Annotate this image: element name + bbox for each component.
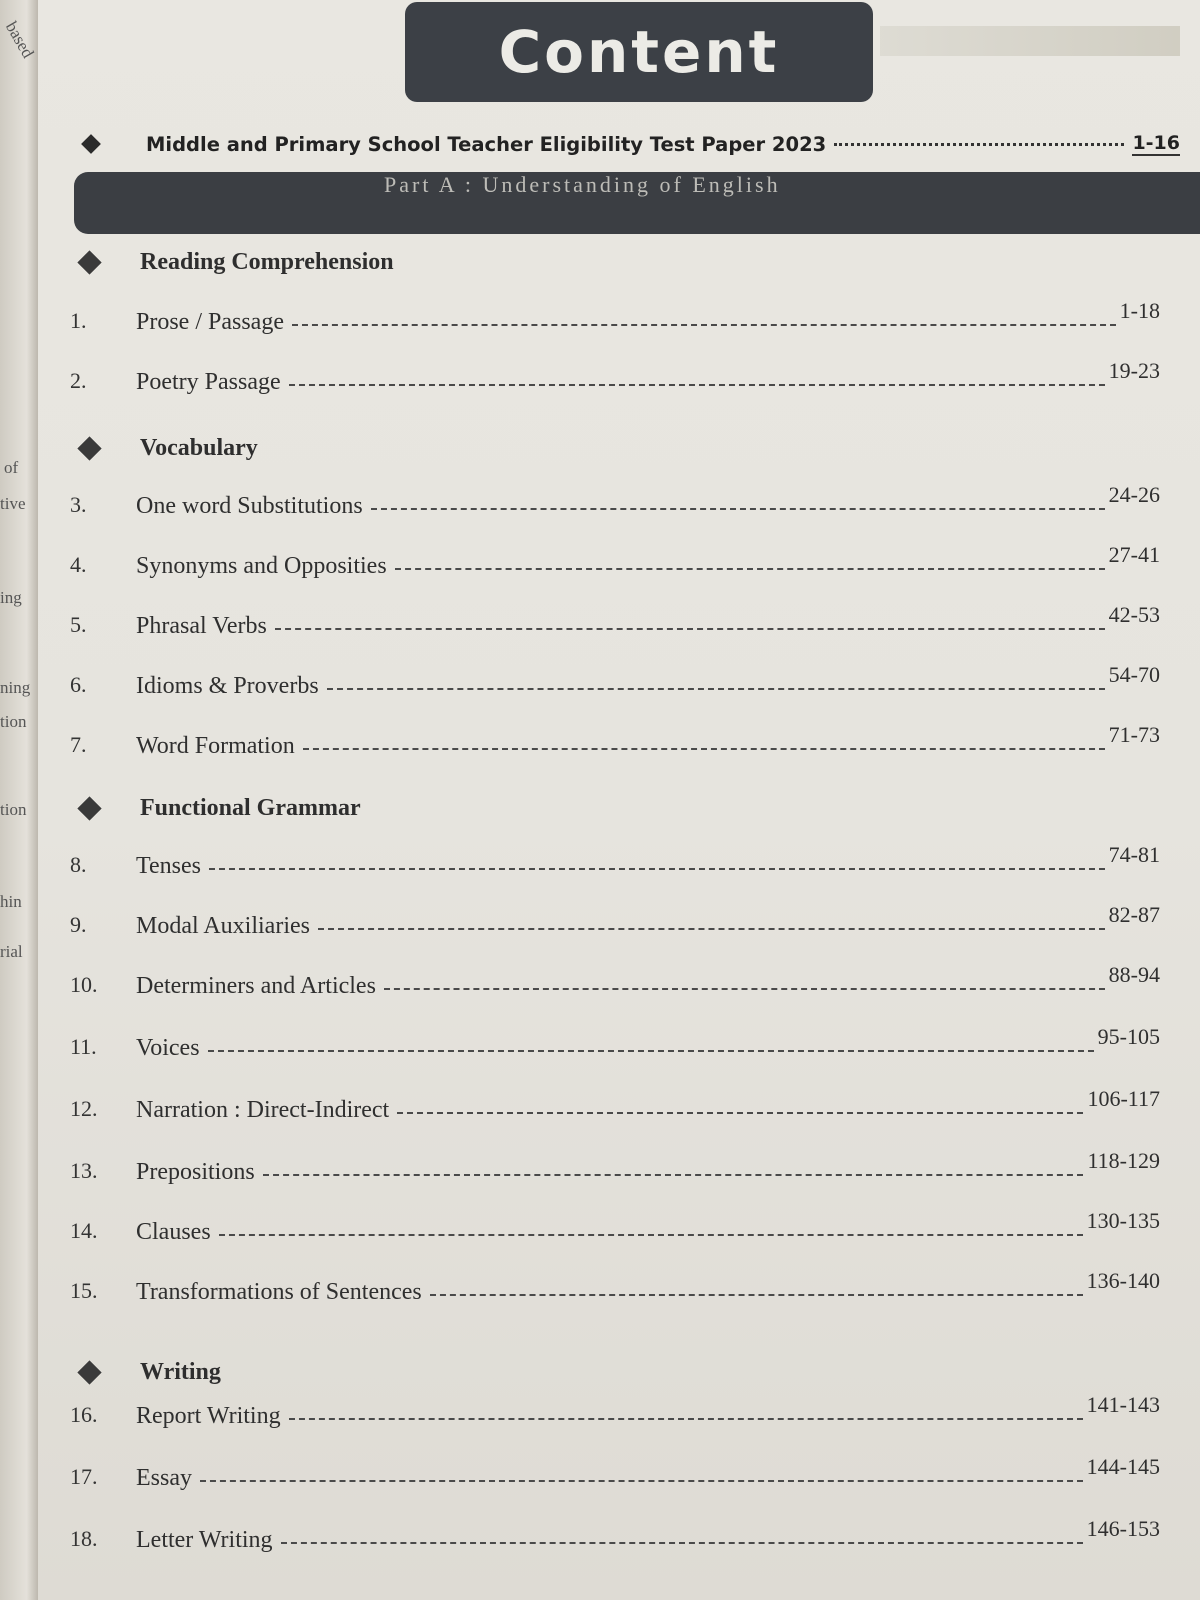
toc-pages: 88-94 [1108,962,1160,987]
leader-dashes [200,1480,1083,1482]
toc-row [70,842,1160,882]
toc-row [70,1392,1160,1432]
toc-row [70,1454,1160,1494]
section-title: Reading Comprehension [140,248,394,275]
leader-dashes [289,384,1105,386]
toc-pages: 27-41 [1108,542,1160,567]
toc-number: 13. [70,1158,98,1183]
toc-label: Synonyms and Opposities [136,553,387,579]
leader-dashes [289,1418,1083,1420]
spine-fragment: hin [0,892,22,911]
toc-number: 4. [70,552,87,577]
toc-row [70,902,1160,942]
section-title: Vocabulary [140,434,258,461]
page-title: Content [498,18,780,86]
toc-number: 6. [70,672,87,697]
content-title-box [405,2,873,102]
spine-fragment: ing [0,588,22,607]
toc-pages: 130-135 [1086,1208,1160,1233]
leader-dashes [303,748,1105,750]
paper-entry-pages: 1-16 [1132,132,1180,154]
toc-row [70,1086,1160,1126]
toc-pages: 95-105 [1097,1024,1160,1049]
toc-row [70,962,1160,1002]
toc-pages: 118-129 [1087,1148,1160,1173]
toc-number: 8. [70,852,87,877]
spine-fragment: tion [0,800,27,819]
toc-pages: 141-143 [1086,1392,1160,1417]
toc-label: Modal Auxiliaries [136,913,310,939]
leader-dashes [275,628,1105,630]
toc-label: Determiners and Articles [136,973,376,999]
section-heading [74,244,394,280]
toc-number: 14. [70,1218,98,1243]
toc-label: Poetry Passage [136,369,281,395]
toc-number: 16. [70,1402,98,1427]
leader-dashes [397,1112,1083,1114]
leader-dashes [371,508,1105,510]
toc-pages: 1-18 [1119,298,1160,323]
leader-dashes [384,988,1105,990]
toc-number: 10. [70,972,98,997]
toc-label: Tenses [136,853,201,879]
spine-fragment: tive [0,494,26,513]
part-banner [74,172,1200,234]
toc-row [70,1024,1160,1064]
toc-pages: 74-81 [1108,842,1160,867]
toc-pages: 42-53 [1108,602,1160,627]
toc-number: 2. [70,368,87,393]
toc-row [70,1516,1160,1556]
toc-row [70,358,1160,398]
toc-pages: 82-87 [1108,902,1160,927]
diamond-bullet-icon [77,250,101,274]
spine-fragment: based [1,18,38,62]
toc-number: 7. [70,732,87,757]
toc-row [70,1268,1160,1308]
toc-number: 17. [70,1464,98,1489]
leader-dashes [209,868,1105,870]
toc-row [70,662,1160,702]
diamond-bullet-icon [77,436,101,460]
section-title: Writing [140,1358,221,1385]
leader-dashes [292,324,1116,326]
toc-label: One word Substitutions [136,493,363,519]
section-heading [74,790,361,826]
toc-number: 15. [70,1278,98,1303]
spine-fragment: ning [0,678,31,697]
toc-row [70,482,1160,522]
toc-pages: 54-70 [1108,662,1160,687]
paper-entry-label: Middle and Primary School Teacher Eligibility Test Paper 2023 [146,132,827,156]
book-spine-edge [0,0,38,1600]
leader-dashes [219,1234,1083,1236]
leader-dashes [318,928,1105,930]
toc-label: Idioms & Proverbs [136,673,319,699]
toc-row [70,1208,1160,1248]
part-banner-text: Part A : Understanding of English [384,172,781,197]
diamond-bullet-icon [77,796,101,820]
toc-number: 12. [70,1096,98,1121]
leader-dashes [327,688,1105,690]
diamond-bullet-icon [77,1360,101,1384]
toc-label: Letter Writing [136,1527,273,1553]
toc-pages: 146-153 [1086,1516,1160,1541]
toc-label: Prepositions [136,1159,255,1185]
leader-dashes [281,1542,1083,1544]
toc-label: Prose / Passage [136,309,284,335]
leader-dots [834,143,1124,146]
toc-row [70,602,1160,642]
toc-label: Transformations of Sentences [136,1279,422,1305]
toc-label: Phrasal Verbs [136,613,267,639]
toc-label: Voices [136,1035,200,1061]
toc-label: Essay [136,1465,192,1491]
toc-label: Clauses [136,1219,211,1245]
leader-dashes [395,568,1105,570]
toc-number: 1. [70,308,87,333]
toc-label: Report Writing [136,1403,281,1429]
leader-dashes [430,1294,1083,1296]
leader-dashes [208,1050,1094,1052]
toc-label: Narration : Direct-Indirect [136,1097,390,1123]
toc-row [70,298,1160,338]
toc-number: 5. [70,612,87,637]
toc-pages: 106-117 [1087,1086,1160,1111]
toc-number: 3. [70,492,87,517]
diamond-bullet-icon [81,134,101,154]
faded-header-strip [880,26,1180,56]
paper-entry [70,124,1200,164]
section-title: Functional Grammar [140,794,361,821]
toc-pages: 144-145 [1086,1454,1160,1479]
toc-label: Word Formation [136,733,295,759]
toc-row [70,542,1160,582]
toc-number: 18. [70,1526,98,1551]
section-heading [74,1354,221,1390]
toc-pages: 19-23 [1108,358,1160,383]
spine-fragment: rial [0,942,23,961]
toc-number: 11. [70,1034,97,1059]
toc-number: 9. [70,912,87,937]
spine-fragment: tion [0,712,27,731]
spine-fragment: of [4,458,19,477]
toc-pages: 24-26 [1108,482,1160,507]
section-heading [74,430,258,466]
toc-row [70,722,1160,762]
toc-pages: 71-73 [1108,722,1160,747]
leader-dashes [263,1174,1084,1176]
toc-pages: 136-140 [1086,1268,1160,1293]
toc-row [70,1148,1160,1188]
